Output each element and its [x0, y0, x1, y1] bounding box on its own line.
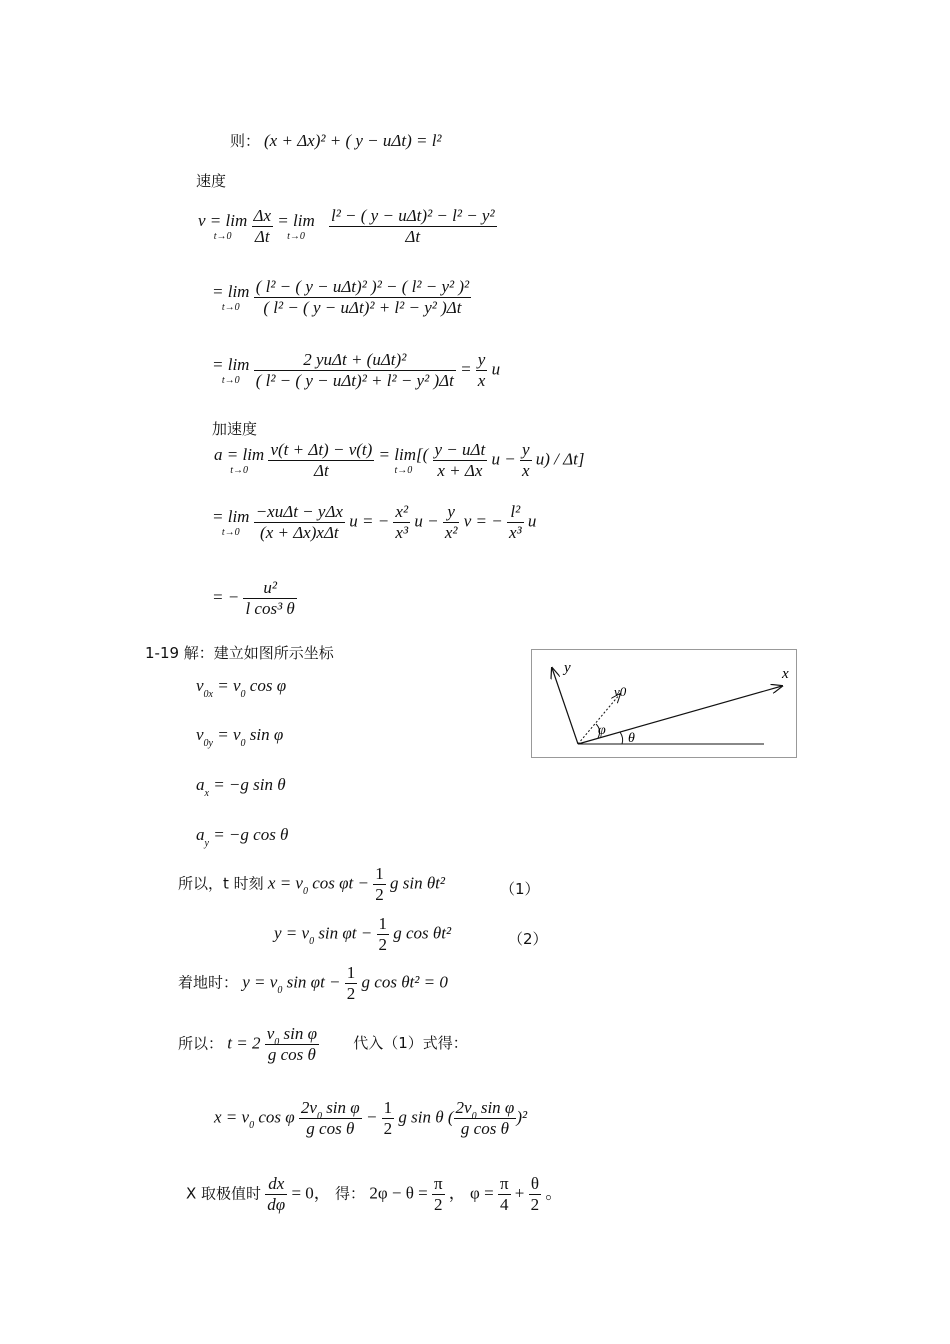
frac-l7-4: $\frac{\text{l²}}{\text{x³}}$	[508, 502, 522, 542]
frac-l7-3: $\frac{y}{\text{x²}}$	[444, 502, 458, 542]
eq-line-1	[230, 130, 442, 151]
frac-a-2: $\frac{\text{y − uΔt}}{x + \Delta x}$	[434, 440, 486, 480]
eq-line-5: = lim t→0 $\frac{\text{2 yuΔt + (uΔt)²}}{\text{( l² − ( y − uΔt)² + l² − y² )Δt}}$ = $\frac{y}{x}$ u	[212, 350, 501, 390]
theta-arc	[620, 732, 623, 744]
eq-landing: 着地时： $y = v_0$ sin φt − $\frac{1}{2}$ g cos θt² = 0	[178, 963, 448, 1003]
frac-l7-2: $\frac{\text{x²}}{\text{x³}}$	[395, 502, 409, 542]
eq-y-t: $y = v_0$ sin φt − $\frac{1}{2}$ g cos θt²	[274, 914, 452, 954]
frac-line-5: $\frac{\text{2 yuΔt + (uΔt)²}}{\text{( l² − ( y − uΔt)² + l² − y² )Δt}}$	[255, 350, 454, 390]
label-x: x	[782, 666, 789, 682]
frac-pi-2: $\frac{\pi}{2}$	[433, 1174, 443, 1214]
x-axis	[578, 686, 782, 744]
eq-extremum: X 取极值时 $\frac{dx}{d\varphi}$ = 0， 得： 2φ − θ = $\frac{\pi}{2}$ ， φ = $\frac{\pi}{4}$ + $\frac{\theta}{2}$ 。	[186, 1174, 563, 1214]
eq-t: 所以： t = 2 $\frac{v_0 \sin \varphi}{\text{g cos θ}}$ 代入（1）式得：	[178, 1024, 468, 1064]
frac-a-3: $\frac{y}{x}$	[521, 440, 530, 480]
eq-velocity: v = lim t→0 $\frac{\Delta x}{\Delta t}$ = lim t→0 $\frac{\text{l² − ( y − uΔt)² − l² − y²}}{\Delta t}$	[198, 206, 495, 246]
frac-theta-2: $\frac{\theta}{2}$	[530, 1174, 540, 1214]
eq-v0y: $v_{0y} = v_0$ sin φ	[196, 725, 284, 749]
label-then: 则：	[230, 132, 261, 150]
eq-ay: $a_y = -g$ cos θ	[196, 825, 289, 849]
accel-label: 加速度	[212, 420, 258, 438]
eq-x-t: 所以，t 时刻 $x = v_0$ cos φt − $\frac{1}{2}$ g sin θt²	[178, 864, 445, 904]
frac-t: $\frac{v_0 \sin \varphi}{\text{g cos θ}}$	[266, 1024, 318, 1064]
lim-under: t→0	[213, 230, 232, 242]
tag-1: （1）	[500, 880, 540, 898]
frac-dx-dt: $\frac{\Delta x}{\Delta t}$	[253, 206, 272, 246]
eq-line-4: = lim t→0 $\frac{\text{( l² − ( y − uΔt)² )² − ( l² − y² )²}}{\text{( l² − ( y − uΔt)² + l² − y² )Δt}}$	[212, 277, 470, 317]
frac-half-2: $\frac{1}{2}$	[378, 914, 388, 954]
eq-line-7: = lim t→0 $\frac{\text{−xuΔt − yΔx}}{\text{(x + Δx)xΔt}}$ u = − $\frac{\text{x²}}{\text{x³}}$ u − $\frac{y}{\text{x²}}$ v = − $\frac{\text{l²}}{\text{x³}}$ u	[212, 502, 537, 542]
frac-v-expr: $\frac{\text{l² − ( y − uΔt)² − l² − y²}}{\Delta t}$	[330, 206, 495, 246]
frac-y-x: $\frac{y}{x}$	[477, 350, 486, 390]
label-theta: θ	[628, 731, 635, 746]
frac-a-1: $\frac{v(t + \Delta t) - v(t)}{\Delta t}$	[270, 440, 373, 480]
coordinate-figure	[531, 649, 797, 758]
frac-half-4: $\frac{1}{2}$	[383, 1098, 393, 1138]
speed-label: 速度	[196, 172, 227, 190]
label-y: y	[564, 660, 571, 676]
lim-text: v = lim	[198, 210, 248, 230]
frac-pi-4: $\frac{\pi}{4}$	[499, 1174, 509, 1214]
frac-xf-2: $\frac{2v_0 \sin \varphi}{\text{g cos θ}}$	[455, 1098, 515, 1138]
frac-half-1: $\frac{1}{2}$	[375, 864, 384, 904]
label-v0: v0	[614, 684, 627, 699]
frac-half-3: $\frac{1}{2}$	[346, 963, 356, 1003]
figure-svg	[532, 650, 796, 757]
lim-text-2: = lim	[277, 210, 315, 230]
label-phi: φ	[598, 723, 606, 738]
eq-ax: $a_x = -g$ sin θ	[196, 775, 286, 799]
section-title: 1-19 解：建立如图所示坐标	[145, 644, 334, 662]
eq-x-final: $x = v_0$ cos φ $\frac{2v_0 \sin \varphi}{\text{g cos θ}}$ − $\frac{1}{2}$ g sin θ ( $\frac{2v_0 \sin \varphi}{\text{g cos θ}}$ )²	[214, 1098, 528, 1138]
eq-circle: (x + Δx)² + ( y − uΔt) = l²	[264, 131, 442, 150]
frac-dx-dphi: $\frac{dx}{d\varphi}$	[267, 1174, 286, 1214]
eq-v0x: $v_{0x} = v_0$ cos φ	[196, 676, 287, 700]
eq-acceleration: a = lim t→0 $\frac{v(t + \Delta t) - v(t)}{\Delta t}$ = lim[( t→0 $\frac{\text{y − uΔt}}{x + \Delta x}$ u − $\frac{y}{x}$ u) / Δt]	[214, 440, 585, 480]
frac-line-4: $\frac{\text{( l² − ( y − uΔt)² )² − ( l² − y² )²}}{\text{( l² − ( y − uΔt)² + l² − y² )Δt}}$	[255, 277, 470, 317]
tag-2: （2）	[508, 930, 548, 948]
frac-xf-1: $\frac{2v_0 \sin \varphi}{\text{g cos θ}}$	[300, 1098, 360, 1138]
frac-l8: $\frac{\text{u²}}{\text{l cos³ θ}}$	[245, 578, 295, 618]
eq-line-8: = − $\frac{\text{u²}}{\text{l cos³ θ}}$	[212, 578, 295, 618]
frac-l7-1: $\frac{\text{−xuΔt − yΔx}}{\text{(x + Δx)xΔt}}$	[255, 502, 343, 542]
y-axis	[552, 668, 578, 744]
